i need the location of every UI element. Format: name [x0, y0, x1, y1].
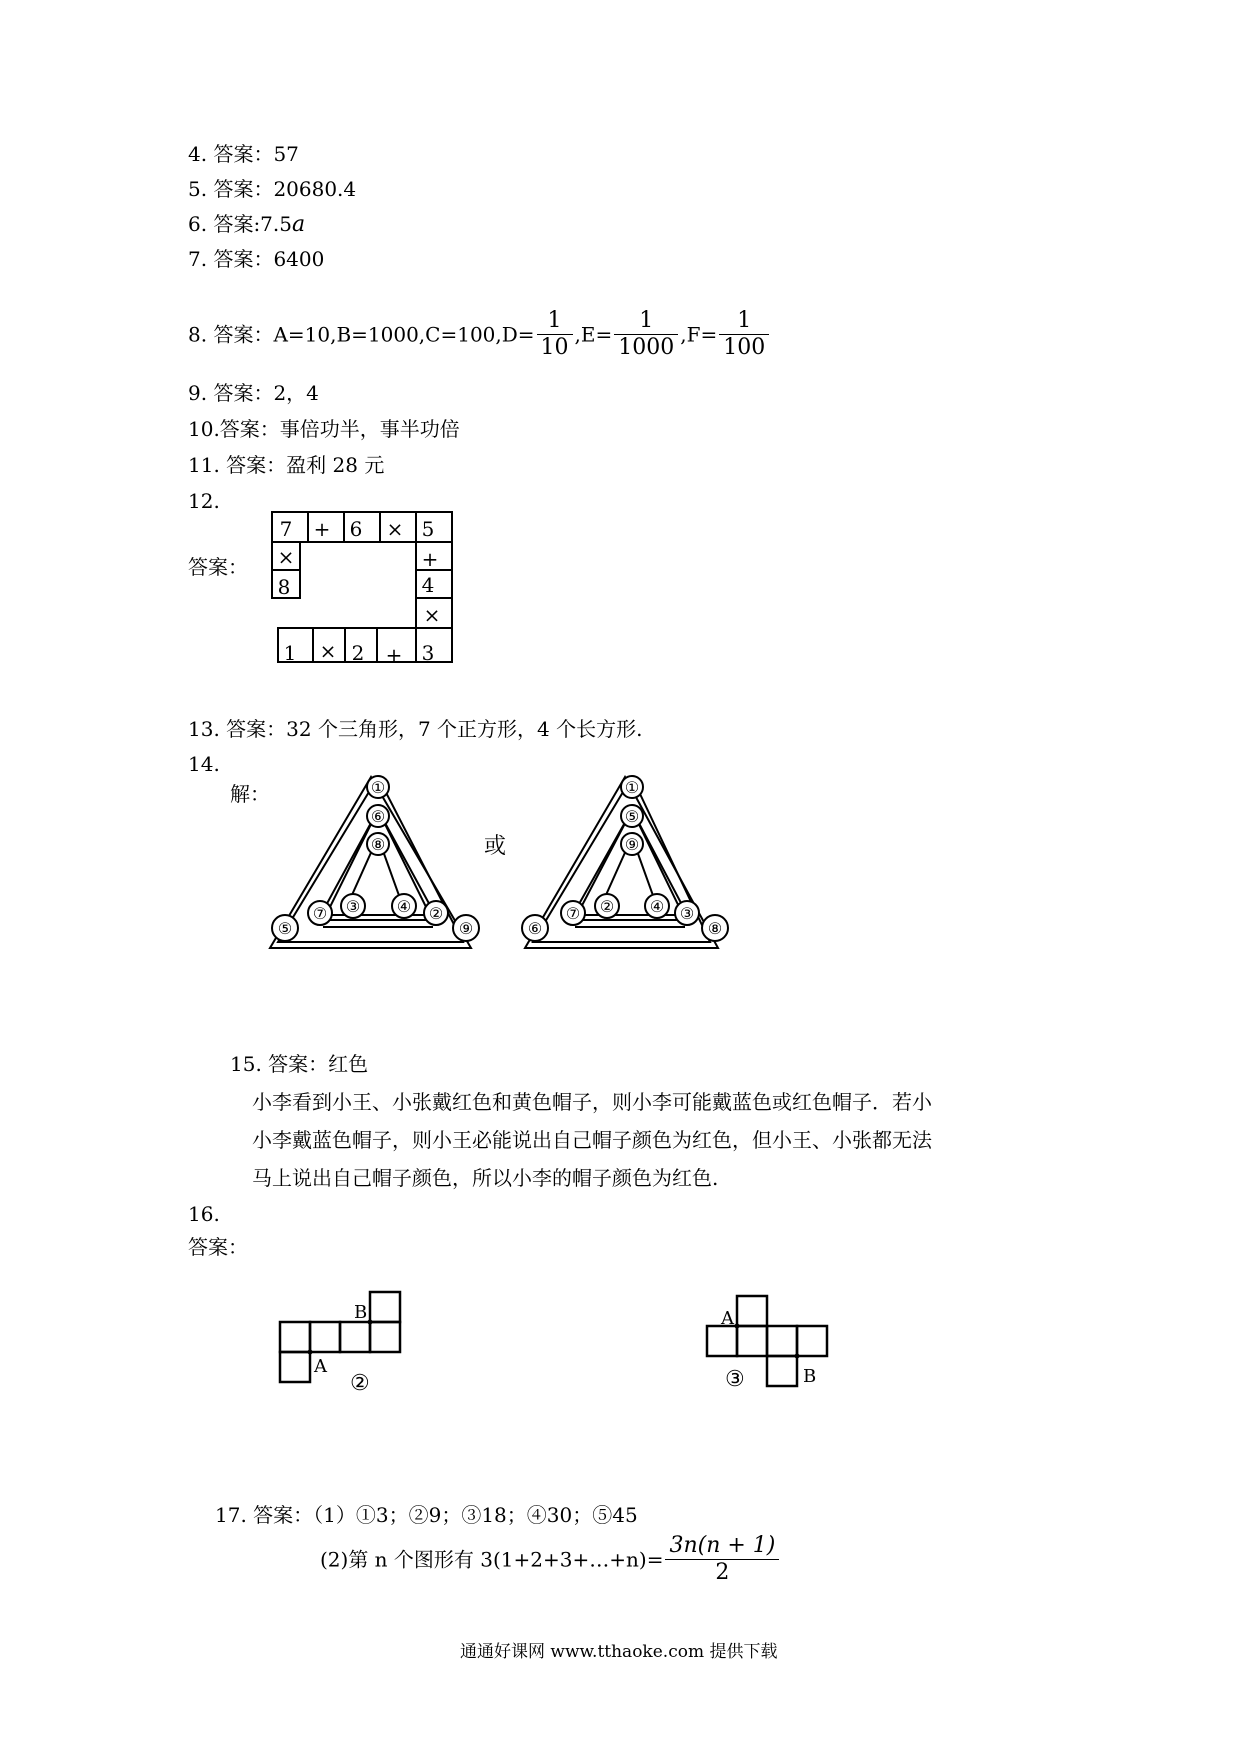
grid-top-4: ×	[386, 517, 404, 541]
node-a: ⑤	[624, 807, 640, 826]
answer-8	[188, 308, 771, 361]
grid-right-3: ×	[423, 603, 441, 627]
grid-bottom-2: ×	[319, 639, 337, 663]
node-c: ②	[599, 897, 615, 916]
net2-point-a: A	[314, 1356, 327, 1377]
node-br: ⑨	[458, 919, 474, 938]
answer-6	[188, 212, 305, 237]
grid-left-2: 8	[277, 575, 291, 599]
fraction-d	[537, 308, 573, 361]
or-text: 或	[484, 834, 507, 859]
answer-5: 5. 答案：20680.4	[188, 177, 357, 201]
grid-top-3: 6	[349, 517, 363, 541]
fraction-f	[719, 308, 769, 361]
node-top: ①	[624, 778, 640, 797]
grid-bottom-5: 3	[421, 641, 435, 665]
answer-14-label: 解：	[230, 782, 270, 806]
grid-bottom-1: 1	[283, 641, 297, 665]
answer-6-var: a	[291, 212, 306, 237]
answer-15: 15. 答案：红色	[230, 1052, 369, 1076]
answer-10: 10.答案：事倍功半，事半功倍	[188, 417, 460, 441]
answer-17-2-text: (2)第 n 个图形有 3(1+2+3+…+n)=	[320, 1547, 664, 1572]
grid-left-1: ×	[277, 545, 295, 569]
answer-8-e: ,E=	[574, 322, 613, 347]
answer-15-line-3: 马上说出自己帽子颜色，所以小李的帽子颜色为红色.	[252, 1166, 719, 1190]
node-e: ⑦	[312, 904, 328, 923]
answer-9: 9. 答案：2，4	[188, 381, 319, 405]
formula-num: 3n(n + 1)	[665, 1533, 779, 1560]
fraction-e-den: 1000	[618, 335, 675, 360]
net2-label: ②	[350, 1371, 370, 1396]
triangle-diagram-left	[268, 775, 488, 960]
net3-point-a: A	[721, 1308, 734, 1329]
answer-15-line-1: 小李看到小王、小张戴红色和黄色帽子，则小李可能戴蓝色或红色帽子．若小	[252, 1090, 932, 1114]
footer: 通通好课网 www.tthaoke.com 提供下载	[460, 1642, 778, 1662]
triangle-diagram-right	[515, 775, 735, 960]
cube-net-3	[705, 1290, 850, 1405]
formula-fraction	[665, 1533, 779, 1586]
grid-right-1: +	[421, 547, 439, 571]
fraction-d-den: 10	[540, 335, 569, 360]
answer-14: 14.	[188, 752, 220, 776]
node-f: ②	[428, 904, 444, 923]
answer-12-label: 答案：	[188, 555, 248, 579]
net3-point-b: B	[803, 1366, 817, 1387]
node-c: ③	[345, 897, 361, 916]
node-a: ⑥	[370, 807, 386, 826]
node-top: ①	[370, 778, 386, 797]
node-d: ④	[396, 897, 412, 916]
answer-8-f: ,F=	[680, 322, 718, 347]
fraction-e	[614, 308, 678, 361]
fraction-f-den: 100	[723, 335, 766, 360]
answer-15-line-2: 小李戴蓝色帽子，则小王必能说出自己帽子颜色为红色，但小王、小张都无法	[252, 1128, 932, 1152]
node-b: ⑧	[370, 835, 386, 854]
grid-bottom-3: 2	[351, 641, 365, 665]
answer-7: 7. 答案：6400	[188, 247, 325, 271]
grid-top-1: 7	[279, 517, 293, 541]
answer-13: 13. 答案：32 个三角形，7 个正方形，4 个长方形.	[188, 717, 643, 741]
answer-8-prefix: 8. 答案：A=10,B=1000,C=100,D=	[188, 322, 535, 347]
answer-4: 4. 答案：57	[188, 142, 299, 166]
node-e: ⑦	[565, 904, 581, 923]
grid-right-2: 4	[421, 573, 435, 597]
fraction-f-num: 1	[719, 308, 769, 335]
node-bl: ⑤	[277, 919, 293, 938]
answer-17: 17. 答案：（1）①3；②9；③18；④30；⑤45	[215, 1503, 638, 1527]
cube-net-2	[278, 1290, 428, 1400]
answer-11: 11. 答案：盈利 28 元	[188, 453, 385, 477]
node-bl: ⑥	[527, 919, 543, 938]
answer-12: 12.	[188, 489, 220, 513]
grid-bottom-4: +	[385, 643, 403, 665]
formula-den: 2	[715, 1560, 730, 1585]
answer-16-label: 答案：	[188, 1235, 248, 1259]
grid-top-5: 5	[421, 517, 435, 541]
grid-12	[270, 510, 460, 665]
grid-top-2: +	[313, 517, 331, 541]
node-br: ⑧	[707, 919, 723, 938]
net2-point-b: B	[354, 1302, 368, 1323]
answer-6-text: 6. 答案:7.5	[188, 212, 292, 236]
net3-label: ③	[725, 1367, 745, 1392]
node-f: ③	[679, 904, 695, 923]
fraction-d-num: 1	[537, 308, 573, 335]
answer-16: 16.	[188, 1202, 220, 1226]
fraction-e-num: 1	[614, 308, 678, 335]
answer-17-2	[320, 1533, 781, 1586]
node-b: ⑨	[624, 835, 640, 854]
node-d: ④	[649, 897, 665, 916]
